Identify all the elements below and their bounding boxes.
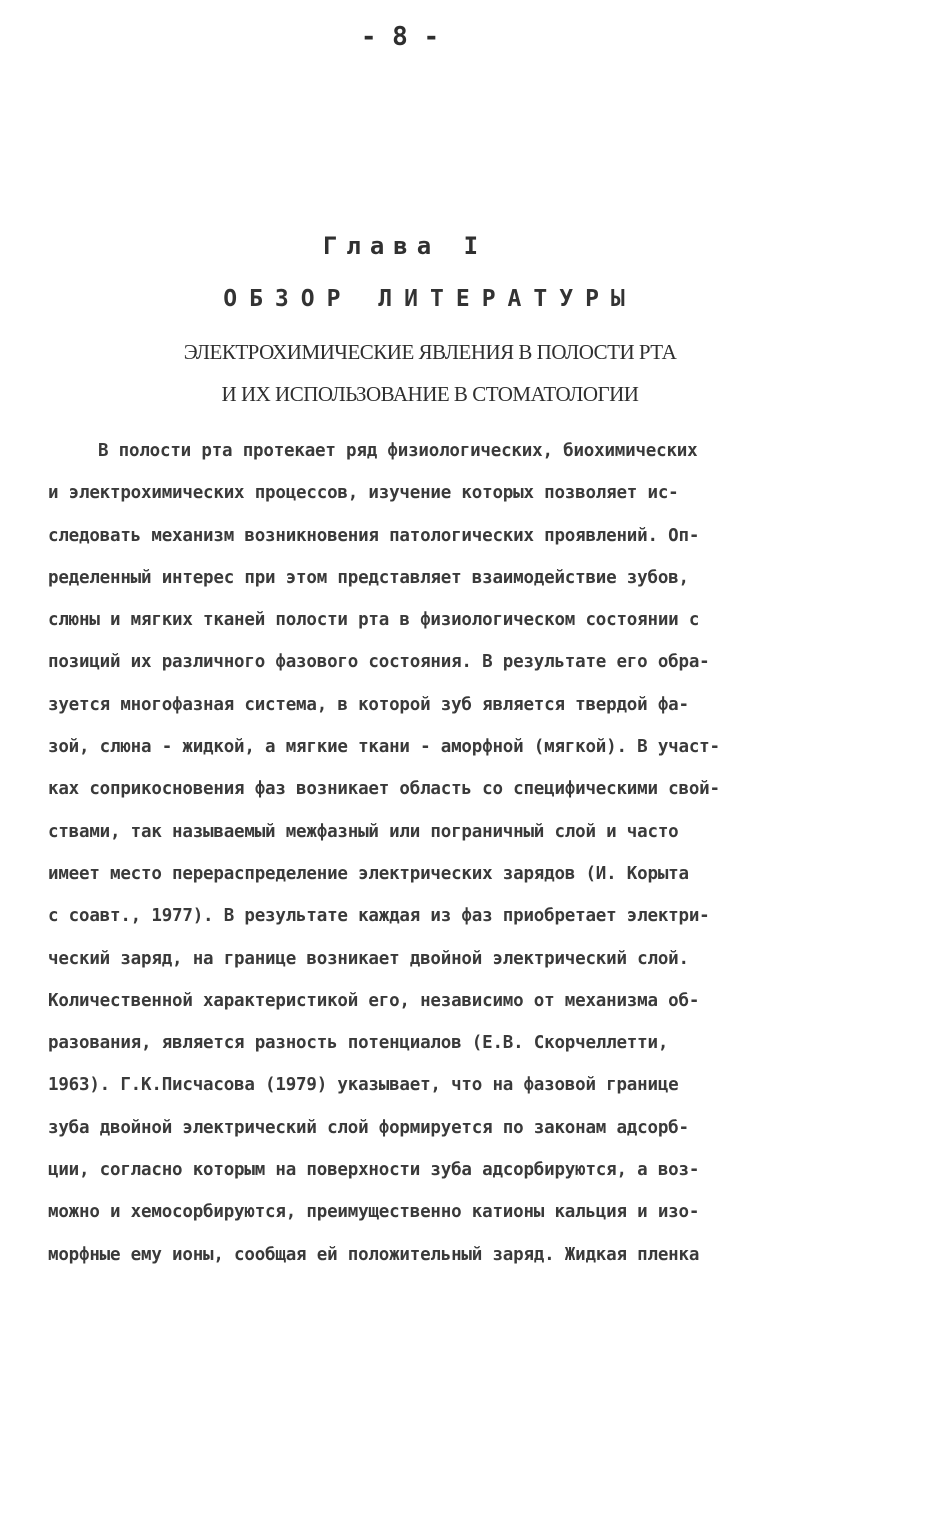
text-line: В полости рта протекает ряд физиологических, биохимических xyxy=(98,441,698,461)
text-line: ствами, так называемый межфазный или пограничный слой и часто xyxy=(48,821,679,842)
text-line: зой, слюна - жидкой, а мягкие ткани - аморфной (мягкой). В участ- xyxy=(48,737,720,758)
subtitle-line-1: ЭЛЕКТРОХИМИЧЕСКИЕ ЯВЛЕНИЯ В ПОЛОСТИ РТА xyxy=(183,340,677,364)
text-line: ции, согласно которым на поверхности зуба адсорбируются, а воз- xyxy=(48,1160,700,1181)
text-line: ческий заряд, на границе возникает двойной электрический слой. xyxy=(48,948,689,969)
text-line: слюны и мягких тканей полости рта в физиологическом состоянии с xyxy=(48,610,700,631)
subtitle-line-2: И ИХ ИСПОЛЬЗОВАНИЕ В СТОМАТОЛОГИИ xyxy=(221,382,639,406)
text-line: позиций их различного фазового состояния. В результате его обра- xyxy=(48,652,710,673)
text-line: 1963). Г.К.Писчасова (1979) указывает, что на фазовой границе xyxy=(48,1075,679,1096)
chapter-heading: Глава I xyxy=(322,232,488,260)
text-line: зуется многофазная система, в которой зуб является твердой фа- xyxy=(48,694,689,715)
text-line: с соавт., 1977). В результате каждая из фаз приобретает электри- xyxy=(48,906,710,927)
section-title: ОБЗОР ЛИТЕРАТУРЫ xyxy=(223,286,637,312)
body-paragraph xyxy=(48,436,868,1282)
text-line: ках соприкосновения фаз возникает область со специфическими свой- xyxy=(48,779,720,800)
text-line: Количественной характеристикой его, независимо от механизма об- xyxy=(48,990,700,1011)
page-number: - 8 - xyxy=(360,22,440,52)
text-line: разования, является разность потенциалов (Е.В. Скорчеллетти, xyxy=(48,1033,669,1054)
text-line: и электрохимических процессов, изучение которых позволяет ис- xyxy=(48,483,679,504)
text-line: ределенный интерес при этом представляет взаимодействие зубов, xyxy=(48,567,689,588)
text-line: зуба двойной электрический слой формируется по законам адсорб- xyxy=(48,1117,689,1138)
text-line: имеет место перераспределение электрических зарядов (И. Корыта xyxy=(48,863,689,884)
text-line: морфные ему ионы, сообщая ей положительный заряд. Жидкая пленка xyxy=(48,1244,700,1265)
text-line: можно и хемосорбируются, преимущественно катионы кальция и изо- xyxy=(48,1202,700,1223)
text-line: следовать механизм возникновения патологических проявлений. Оп- xyxy=(48,525,700,546)
